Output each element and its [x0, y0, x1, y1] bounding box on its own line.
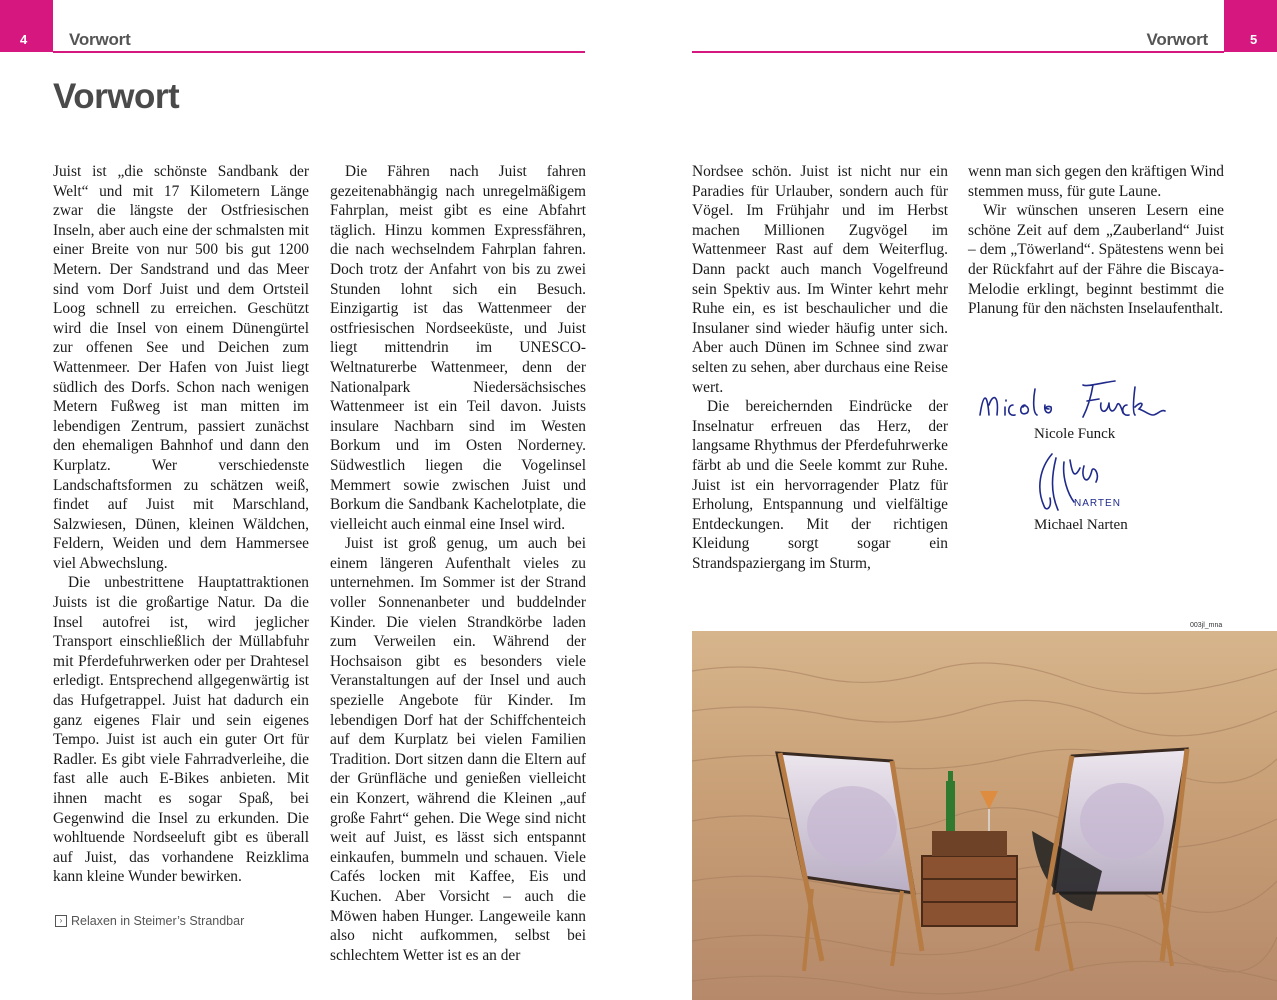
beach-chairs-photo: [692, 631, 1277, 1000]
signature-2-script: NARTEN: [1074, 498, 1121, 509]
paragraph: Juist ist groß genug, um auch bei einem längeren Aufenthalt vieles zu unternehmen. Im Sommer ist der Strand voller Sonnenanbeter und buddelnder Kinder. Die vielen Strandkörbe laden zum Verweilen ein. Während der Hochsaison gibt es besonders viele Veranstaltungen auf der Insel und auch spezielle Angebote für Kinder. Im lebendigen Dorf hat der Schiffchenteich auf dem Kurplatz bei vielen Familien Tradition. Dort sitzen dann die Eltern auf der Grünfläche und genießen vielleicht ein Konzert, während die Kleinen „auf große Fahrt“ gehen. Die Wege sind nicht weit auf Juist, es lässt sich entspannt einkaufen, bummeln und schauen. Viele Cafés locken mit Kaffee, Eis und Kuchen. Aber Vorsicht – auch die Möwen haben Hunger. Langeweile kann also nicht aufkommen, selbst bei schlechtem Wetter ist es an der: [330, 535, 586, 964]
signature-michael-narten: [1030, 448, 1140, 516]
text-column-1: [53, 162, 309, 887]
page-number-box-right: [1224, 0, 1277, 52]
running-header-left: Vorwort: [69, 30, 131, 49]
signature-name-1: Nicole Funck: [1034, 426, 1116, 442]
signature-nicole-funck: [975, 375, 1170, 425]
beach-photo-illustration: [692, 631, 1277, 1000]
running-header-right: Vorwort: [1146, 30, 1208, 49]
signature-name-2: Michael Narten: [1034, 517, 1128, 533]
paragraph: Die unbestrittene Hauptattraktionen Juists ist die großartige Natur. Da die Insel autofrei ist, wird jeglicher Transport einschließlich der Müllabfuhr mit Pferdefuhrwerken oder per Drahtesel erledigt. Entsprechend allgegenwärtig ist das Hufgetrappel. Juist hat dadurch ein ganz eigenes Flair und sein eigenes Tempo. Juist ist auch ein guter Ort für Radler. Es gibt viele Fahrradverleihe, die fast alle auch E-Bikes anbieten. Mit ihnen macht es sogar Spaß, bei Gegenwind die Insel zu erkunden. Die wohltuende Nordseeluft gibt es überall auf Juist, das vorhandene Reizklima kann kleine Wunder bewirken.: [53, 574, 309, 886]
caption-arrow-icon: ›: [55, 915, 67, 927]
text-column-2: [330, 162, 586, 965]
text-column-4: [968, 162, 1224, 319]
page-number-box-left: [0, 0, 53, 52]
page-title: Vorwort: [53, 77, 180, 116]
paragraph: Wir wünschen unseren Lesern eine schöne Zeit auf dem „Zauberland“ Juist – dem „Töwerland“. Spätestens wenn bei der Rückfahrt auf der Fähre die Biscaya-Melodie erklingt, beginnt bestimmt die Planung für den nächsten Inselaufenthalt.: [968, 202, 1224, 318]
header-rule-left: [53, 51, 585, 53]
page-number-left: 4: [20, 32, 28, 47]
paragraph: Die bereichernden Eindrücke der Inselnatur erfreuen das Herz, der langsame Rhythmus der Pferdefuhrwerke färbt ab und die Seele kommt zur Ruhe. Juist ist ein hervorragender Platz für Erholung, Entspannung und vielfältige Entdeckungen. Mit der richtigen Kleidung sorgt sogar ein Strandspaziergang im Sturm,: [692, 398, 949, 572]
photo-credit: 003jl_mna: [1190, 622, 1223, 629]
caption-text: Relaxen in Steimer’s Strandbar: [71, 914, 245, 928]
paragraph: Juist ist „die schönste Sandbank der Welt“ und mit 17 Kilometern Länge zwar die längste der Ostfriesischen Inseln, aber auch eine der schmalsten mit einer Breite von nur 500 bis gut 1200 Metern. Der Sandstrand und das Meer sind vom Dorf Juist und dem Ortsteil Loog schnell zu erreichen. Geschützt wird die Insel von einem Dünengürtel zur offenen See und Deichen zum Wattenmeer. Der Hafen von Juist liegt südlich des Dorfs. Schon nach wenigen Metern Fußweg ist man mitten im lebendigen Zentrum, passiert zunächst den ehemaligen Bahnhof und dann den Kurplatz. Wer verschiedenste Landschaftsformen zu schätzen weiß, findet auf Juist mit Marschland, Salzwiesen, Dünen, kleinen Wäldchen, Feldern, Weiden und dem Hammersee viel Abwechslung.: [53, 163, 309, 572]
paragraph: Die Fähren nach Juist fahren gezeitenabhängig nach unregelmäßigem Fahrplan, meist gibt es eine Abfahrt täglich. Hinzu kommen Expressfähren, die nach wechselndem Fahrplan fahren. Doch trotz der Anfahrt von bis zu zwei Stunden lohnt sich ein Besuch. Einzigartig ist das Wattenmeer der ostfriesischen Nordseeküste, und Juist liegt mittendrin im UNESCO-Weltnaturerbe Wattenmeer, denn der Nationalpark Niedersächsisches Wattenmeer ist ein Teil davon. Juists insulare Nachbarn sind im Westen Borkum und im Osten Norderney. Südwestlich liegen die Vogelinsel Memmert sowie zwischen Juist und Borkum die Sandbank Kachelotplate, die vielleicht auch einmal eine Insel wird.: [330, 163, 586, 533]
paragraph: Nordsee schön. Juist ist nicht nur ein Paradies für Urlauber, sondern auch für Vögel. Im Frühjahr und im Herbst machen Millionen Zugvögel im Wattenmeer Rast auf dem Weiterflug. Dann packt auch manch Vogelfreund sein Spektiv aus. Im Winter kehrt mehr Ruhe ein, es ist beschaulicher und die Insulaner sind wieder häufig unter sich. Aber auch Dünen im Schnee sind zwar selten zu sehen, aber durchaus eine Reise wert.: [692, 163, 948, 396]
text-column-3: [692, 162, 948, 573]
page-number-right: 5: [1250, 32, 1258, 47]
paragraph: wenn man sich gegen den kräftigen Wind stemmen muss, für gute Laune.: [968, 163, 1224, 200]
header-rule-right: [692, 51, 1224, 53]
photo-caption: [55, 914, 244, 928]
